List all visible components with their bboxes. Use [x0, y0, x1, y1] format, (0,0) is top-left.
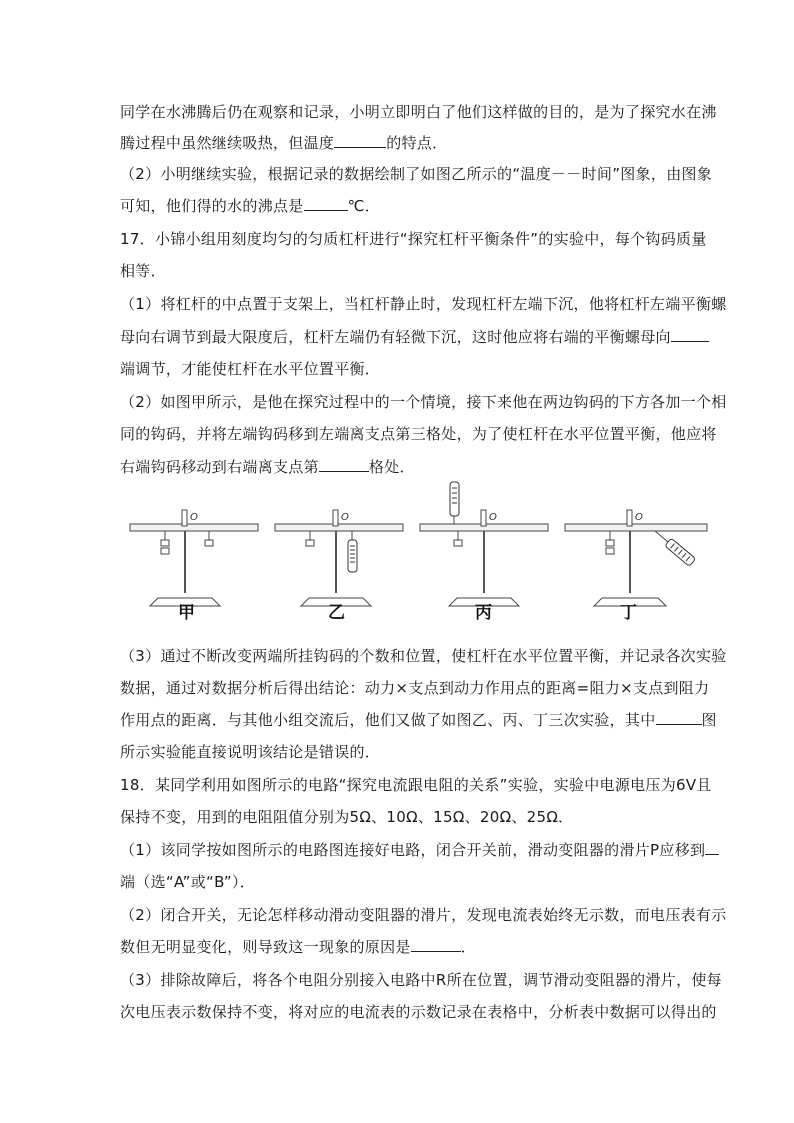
panel-label-yi: 乙: [328, 603, 345, 623]
hook-weight: [606, 548, 614, 554]
answer-blank[interactable]: [334, 133, 386, 148]
text-line: （2）闭合开关，无论怎样移动滑动变阻器的滑片，发现电流表始终无示数，而电压表有示: [120, 906, 727, 924]
text-line: （2）如图甲所示，是他在探究过程中的一个情境，接下来他在两边钩码的下方各加一个相: [120, 393, 727, 411]
answer-blank[interactable]: [656, 710, 702, 725]
answer-blank[interactable]: [304, 196, 348, 211]
text-line: 右端钩码移动到右端离支点第 格处．: [120, 458, 415, 476]
text-line: 作用点的距离．与其他小组交流后，他们又做了如图乙、丙、丁三次实验，其中 图: [120, 711, 717, 729]
pivot-label: O: [341, 512, 349, 523]
text-line: （3）排除故障后，将各个电阻分别接入电路中R所在位置，调节滑动变阻器的滑片，使每: [120, 971, 722, 989]
hook-weight: [205, 540, 213, 546]
pivot-marker: [182, 510, 187, 526]
panel-label-jia: 甲: [178, 603, 195, 623]
text-line: 次电压表示数保持不变，将对应的电流表的示数记录在表格中，分析表中数据可以得出的: [120, 1003, 717, 1021]
pivot-label: O: [489, 512, 497, 523]
text-line: （2）小明继续实验，根据记录的数据绘制了如图乙所示的“温度－－时间”图象，由图象: [120, 165, 713, 183]
pivot-marker: [333, 510, 338, 526]
spring-scale: [665, 538, 696, 566]
hook-weight: [306, 540, 314, 546]
text-line: （1）该同学按如图所示的电路图连接好电路，闭合开关前，滑动变阻器的滑片P应移到: [120, 840, 719, 860]
lever-panel-yi: [275, 510, 403, 623]
hook-weight: [161, 548, 169, 554]
text-line: 同的钩码，并将左端钩码移到左端离支点第三格处，为了使杠杆在水平位置平衡，他应将: [120, 425, 717, 443]
pivot-label: O: [190, 512, 198, 523]
text-line: 可知，他们得的水的沸点是 ℃．: [120, 197, 381, 215]
lever-bar: [565, 524, 707, 531]
text-line: 端（选“A”或“B”）．: [120, 873, 256, 891]
text-line: 数但无明显变化，则导致这一现象的原因是 ．: [120, 938, 477, 956]
spring-scale: [348, 540, 357, 572]
lever-panel-ding: [565, 510, 707, 623]
text-line: 端调节，才能使杠杆在水平位置平衡．: [120, 360, 381, 378]
spring-scale: [450, 482, 459, 516]
hook-weight: [161, 540, 169, 546]
text-line: 腾过程中虽然继续吸热，但温度 的特点．: [120, 134, 448, 152]
pivot-marker: [481, 510, 486, 526]
lever-experiment-figure: [120, 478, 720, 628]
hook-weight: [454, 540, 462, 546]
text-line: 相等．: [120, 262, 166, 280]
hook-weight: [606, 540, 614, 546]
text-line: 数据，通过对数据分析后得出结论：动力×支点到动力作用点的距离=阻力×支点到阻力: [120, 679, 710, 697]
text-line: 所示实验能直接说明该结论是错误的．: [120, 743, 381, 761]
answer-blank[interactable]: [705, 840, 719, 855]
text-line: （3）通过不断改变两端所挂钩码的个数和位置，使杠杆在水平位置平衡，并记录各次实验: [120, 647, 727, 665]
text-line: 保持不变，用到的电阻阻值分别为5Ω、10Ω、15Ω、20Ω、25Ω．: [120, 808, 574, 826]
lever-bar: [275, 524, 403, 531]
panel-label-bing: 丙: [475, 603, 492, 623]
lever-bar: [130, 524, 258, 531]
lever-panel-bing: [420, 482, 548, 623]
text-line: （1）将杠杆的中点置于支架上，当杠杆静止时，发现杠杆左端下沉，他将杠杆左端平衡螺: [120, 295, 727, 313]
answer-blank[interactable]: [319, 457, 369, 472]
panel-label-ding: 丁: [620, 603, 637, 623]
answer-blank[interactable]: [671, 327, 709, 342]
question-18-stem: 18．某同学利用如图所示的电路“探究电流跟电阻的关系”实验，实验中电源电压为6V且: [120, 776, 712, 794]
answer-blank[interactable]: [411, 937, 461, 952]
pivot-marker: [627, 510, 632, 526]
text-line: 母向右调节到最大限度后，杠杆左端仍有轻微下沉，这时他应将右端的平衡螺母向: [120, 327, 709, 347]
lever-panel-jia: [130, 510, 258, 623]
text-line: 同学在水沸腾后仍在观察和记录，小明立即明白了他们这样做的目的，是为了探究水在沸: [120, 103, 717, 121]
question-17-stem: 17．小锦小组用刻度均匀的匀质杠杆进行“探究杠杆平衡条件”的实验中，每个钩码质量: [120, 230, 707, 248]
pivot-label: O: [635, 512, 643, 523]
